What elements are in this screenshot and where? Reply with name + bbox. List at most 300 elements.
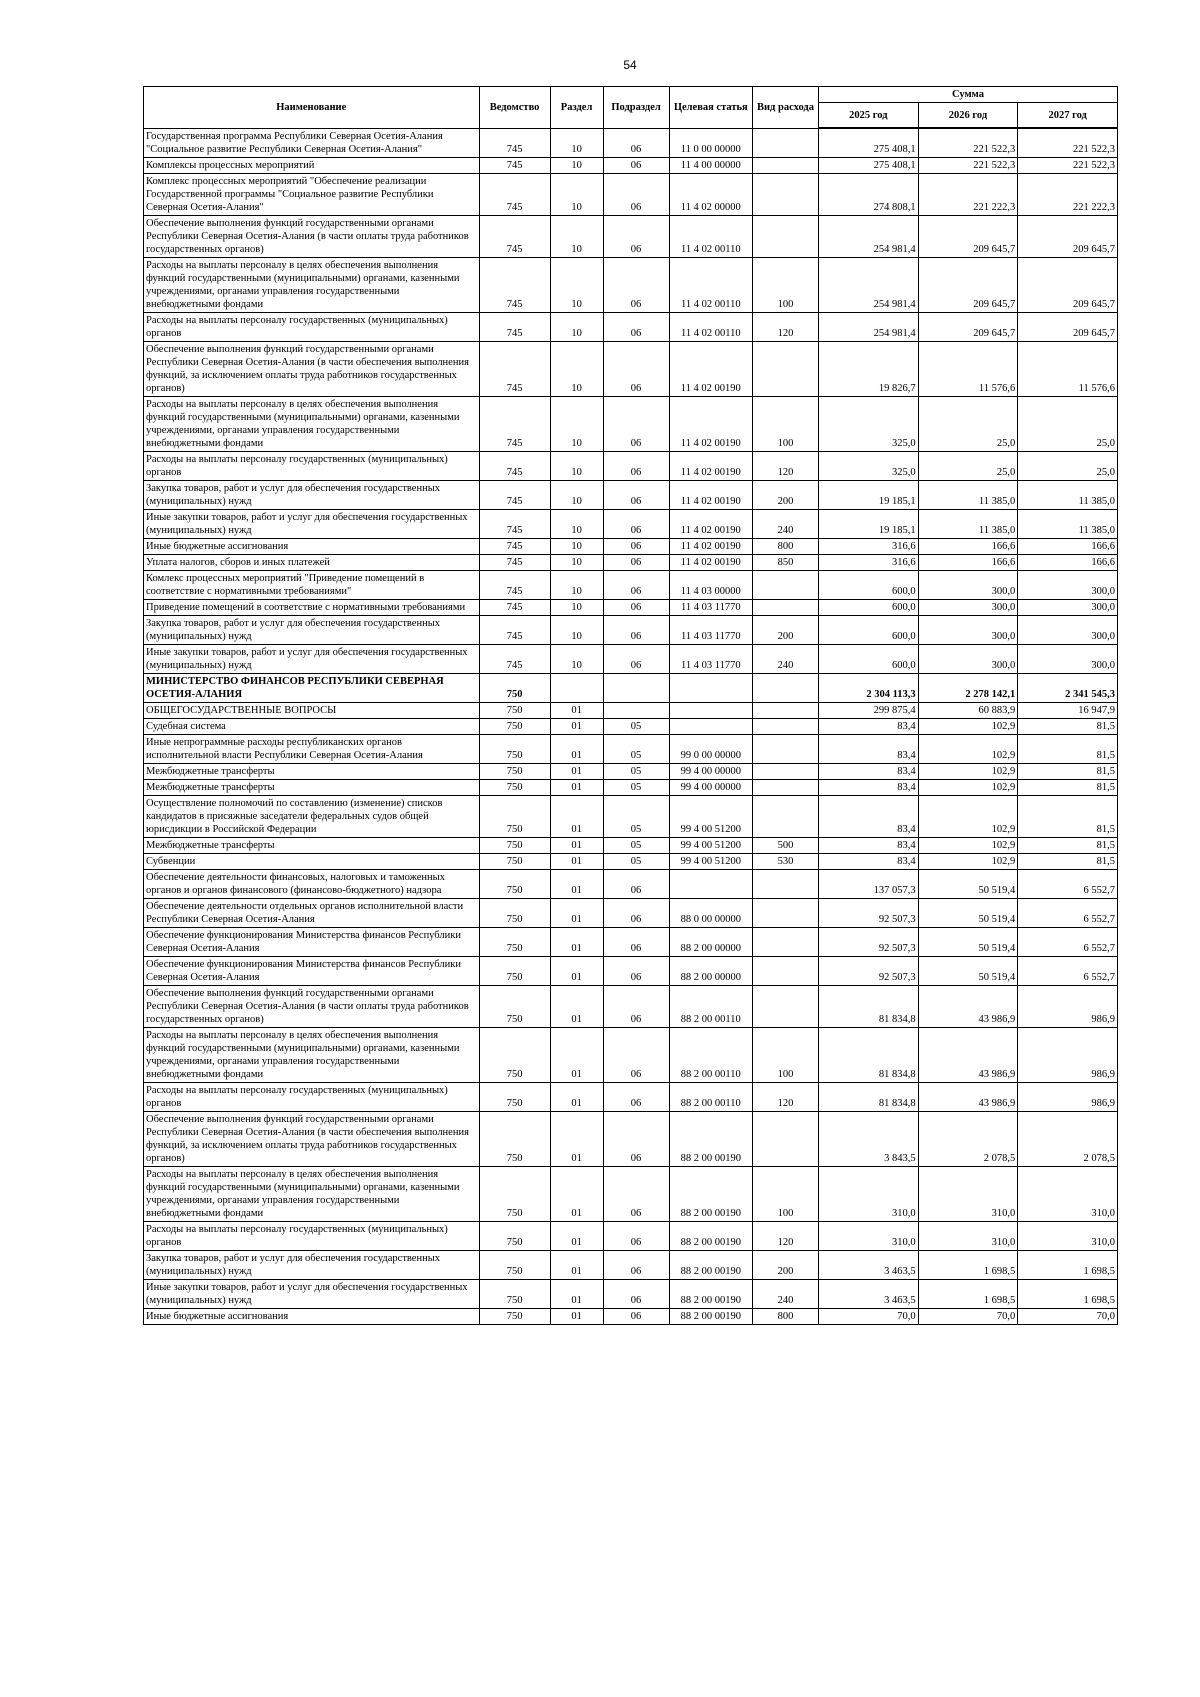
row-subsection: 06 <box>603 554 669 570</box>
row-dept: 750 <box>479 779 550 795</box>
row-name: Расходы на выплаты персоналу в целях обеспечения выполнения функций государственными (муниципальными) органами, казенными учреждениями, органами управления государственными внебюджетными фондами <box>144 1027 480 1082</box>
table-row <box>144 673 1118 702</box>
row-subsection: 05 <box>603 837 669 853</box>
table-row <box>144 157 1118 173</box>
row-name: Осуществление полномочий по составлению (изменение) списков кандидатов в присяжные заседатели федеральных судов общей юрисдикции в Российской Федерации <box>144 795 480 837</box>
table-row <box>144 795 1118 837</box>
row-expense-type: 100 <box>752 257 818 312</box>
header-2027: 2027 год <box>1018 103 1118 129</box>
table-row <box>144 898 1118 927</box>
row-target <box>669 718 752 734</box>
row-dept: 750 <box>479 956 550 985</box>
row-sum-2026: 11 385,0 <box>918 509 1018 538</box>
row-sum-2025: 310,0 <box>819 1166 919 1221</box>
row-sum-2025: 275 408,1 <box>819 157 919 173</box>
row-dept: 745 <box>479 451 550 480</box>
row-name: Иные бюджетные ассигнования <box>144 538 480 554</box>
row-sum-2026: 209 645,7 <box>918 257 1018 312</box>
row-subsection: 06 <box>603 570 669 599</box>
table-row <box>144 554 1118 570</box>
row-sum-2026: 102,9 <box>918 718 1018 734</box>
row-expense-type <box>752 215 818 257</box>
table-row <box>144 570 1118 599</box>
row-target: 11 4 03 00000 <box>669 570 752 599</box>
table-row <box>144 734 1118 763</box>
row-sum-2027: 81,5 <box>1018 734 1118 763</box>
row-sum-2026: 25,0 <box>918 396 1018 451</box>
row-sum-2025: 83,4 <box>819 779 919 795</box>
row-target: 11 4 02 00190 <box>669 538 752 554</box>
row-name: Расходы на выплаты персоналу в целях обеспечения выполнения функций государственными (муниципальными) органами, казенными учреждениями, органами управления государственными внебюджетными фондами <box>144 1166 480 1221</box>
row-subsection: 06 <box>603 898 669 927</box>
row-dept: 750 <box>479 1250 550 1279</box>
table-row <box>144 1166 1118 1221</box>
row-target: 88 0 00 00000 <box>669 898 752 927</box>
row-subsection <box>603 702 669 718</box>
row-sum-2027: 300,0 <box>1018 644 1118 673</box>
row-target: 11 4 02 00190 <box>669 451 752 480</box>
row-name: Субвенции <box>144 853 480 869</box>
row-section: 10 <box>550 173 603 215</box>
row-target: 88 2 00 00110 <box>669 985 752 1027</box>
row-target: 11 4 02 00000 <box>669 173 752 215</box>
row-dept: 750 <box>479 869 550 898</box>
row-target: 11 4 02 00190 <box>669 509 752 538</box>
row-dept: 750 <box>479 1111 550 1166</box>
row-sum-2025: 299 875,4 <box>819 702 919 718</box>
row-dept: 750 <box>479 853 550 869</box>
row-section: 10 <box>550 451 603 480</box>
row-section: 01 <box>550 869 603 898</box>
row-section: 10 <box>550 509 603 538</box>
row-expense-type <box>752 570 818 599</box>
row-section: 10 <box>550 215 603 257</box>
row-target: 99 0 00 00000 <box>669 734 752 763</box>
row-expense-type: 100 <box>752 1027 818 1082</box>
row-target: 88 2 00 00190 <box>669 1279 752 1308</box>
row-sum-2025: 19 185,1 <box>819 509 919 538</box>
row-expense-type <box>752 341 818 396</box>
row-section: 01 <box>550 1111 603 1166</box>
row-dept: 745 <box>479 538 550 554</box>
row-dept: 750 <box>479 1082 550 1111</box>
row-name: Расходы на выплаты персоналу в целях обеспечения выполнения функций государственными (муниципальными) органами, казенными учреждениями, органами управления государственными внебюджетными фондами <box>144 396 480 451</box>
row-dept: 745 <box>479 312 550 341</box>
row-sum-2027: 1 698,5 <box>1018 1279 1118 1308</box>
row-dept: 745 <box>479 257 550 312</box>
row-name: Судебная система <box>144 718 480 734</box>
table-row <box>144 869 1118 898</box>
row-subsection: 06 <box>603 956 669 985</box>
row-subsection: 06 <box>603 451 669 480</box>
row-name: Расходы на выплаты персоналу государственных (муниципальных) органов <box>144 451 480 480</box>
row-sum-2026: 310,0 <box>918 1166 1018 1221</box>
row-sum-2026: 43 986,9 <box>918 1027 1018 1082</box>
row-name: Иные закупки товаров, работ и услуг для обеспечения государственных (муниципальных) нужд <box>144 644 480 673</box>
header-subsection: Подраздел <box>603 87 669 129</box>
row-sum-2027: 16 947,9 <box>1018 702 1118 718</box>
row-expense-type <box>752 985 818 1027</box>
row-expense-type <box>752 869 818 898</box>
row-sum-2025: 3 463,5 <box>819 1250 919 1279</box>
table-row <box>144 1308 1118 1324</box>
row-sum-2025: 83,4 <box>819 837 919 853</box>
row-sum-2025: 316,6 <box>819 538 919 554</box>
row-sum-2026: 166,6 <box>918 538 1018 554</box>
row-name: Обеспечение деятельности отдельных органов исполнительной власти Республики Северная Осетия-Алания <box>144 898 480 927</box>
row-dept: 745 <box>479 509 550 538</box>
row-name: Иные закупки товаров, работ и услуг для обеспечения государственных (муниципальных) нужд <box>144 509 480 538</box>
row-sum-2025: 83,4 <box>819 718 919 734</box>
row-sum-2026: 102,9 <box>918 734 1018 763</box>
row-sum-2025: 83,4 <box>819 795 919 837</box>
row-sum-2025: 254 981,4 <box>819 312 919 341</box>
row-name: Расходы на выплаты персоналу в целях обеспечения выполнения функций государственными (муниципальными) органами, казенными учреждениями, органами управления государственными внебюджетными фондами <box>144 257 480 312</box>
row-sum-2026: 2 278 142,1 <box>918 673 1018 702</box>
row-expense-type: 500 <box>752 837 818 853</box>
row-sum-2027: 300,0 <box>1018 599 1118 615</box>
row-expense-type: 200 <box>752 480 818 509</box>
table-row <box>144 1111 1118 1166</box>
row-dept: 745 <box>479 599 550 615</box>
row-sum-2026: 25,0 <box>918 451 1018 480</box>
row-section: 01 <box>550 898 603 927</box>
row-name: Обеспечение деятельности финансовых, налоговых и таможенных органов и органов финансового (финансово-бюджетного) надзора <box>144 869 480 898</box>
row-sum-2025: 600,0 <box>819 615 919 644</box>
row-dept: 750 <box>479 898 550 927</box>
page-number: 54 <box>623 58 637 72</box>
row-target: 99 4 00 51200 <box>669 837 752 853</box>
row-sum-2025: 81 834,8 <box>819 1082 919 1111</box>
row-sum-2025: 19 185,1 <box>819 480 919 509</box>
row-sum-2027: 6 552,7 <box>1018 898 1118 927</box>
row-sum-2027: 986,9 <box>1018 985 1118 1027</box>
row-subsection: 06 <box>603 396 669 451</box>
row-sum-2027: 310,0 <box>1018 1166 1118 1221</box>
row-target: 88 2 00 00190 <box>669 1221 752 1250</box>
row-subsection: 06 <box>603 1082 669 1111</box>
row-subsection <box>603 673 669 702</box>
row-sum-2025: 92 507,3 <box>819 898 919 927</box>
row-dept: 750 <box>479 795 550 837</box>
row-expense-type <box>752 673 818 702</box>
row-expense-type <box>752 734 818 763</box>
row-target: 88 2 00 00190 <box>669 1250 752 1279</box>
row-sum-2027: 310,0 <box>1018 1221 1118 1250</box>
table-row <box>144 312 1118 341</box>
row-target: 88 2 00 00190 <box>669 1111 752 1166</box>
row-dept: 750 <box>479 1221 550 1250</box>
row-sum-2026: 1 698,5 <box>918 1250 1018 1279</box>
row-sum-2025: 2 304 113,3 <box>819 673 919 702</box>
budget-table <box>143 86 1118 1325</box>
row-section: 01 <box>550 927 603 956</box>
row-subsection: 06 <box>603 1308 669 1324</box>
row-sum-2026: 50 519,4 <box>918 927 1018 956</box>
row-name: Межбюджетные трансферты <box>144 837 480 853</box>
table-row <box>144 615 1118 644</box>
row-name: Обеспечение выполнения функций государственными органами Республики Северная Осетия-Алания (в части оплаты труда работников государственных органов) <box>144 215 480 257</box>
row-sum-2025: 81 834,8 <box>819 985 919 1027</box>
row-section: 01 <box>550 1250 603 1279</box>
row-name: Государственная программа Республики Северная Осетия-Алания "Социальное развитие Республики Северная Осетия-Алания" <box>144 128 480 157</box>
row-subsection: 06 <box>603 312 669 341</box>
row-expense-type: 120 <box>752 312 818 341</box>
row-sum-2025: 600,0 <box>819 644 919 673</box>
row-subsection: 05 <box>603 779 669 795</box>
table-row <box>144 985 1118 1027</box>
row-sum-2027: 209 645,7 <box>1018 312 1118 341</box>
row-sum-2026: 221 222,3 <box>918 173 1018 215</box>
row-expense-type <box>752 763 818 779</box>
row-target: 88 2 00 00110 <box>669 1082 752 1111</box>
row-sum-2026: 11 385,0 <box>918 480 1018 509</box>
row-sum-2026: 221 522,3 <box>918 157 1018 173</box>
row-sum-2025: 70,0 <box>819 1308 919 1324</box>
row-sum-2027: 166,6 <box>1018 554 1118 570</box>
row-sum-2027: 209 645,7 <box>1018 215 1118 257</box>
row-expense-type: 850 <box>752 554 818 570</box>
row-subsection: 06 <box>603 927 669 956</box>
row-sum-2027: 6 552,7 <box>1018 869 1118 898</box>
row-sum-2027: 81,5 <box>1018 853 1118 869</box>
row-subsection: 06 <box>603 1166 669 1221</box>
row-name: ОБЩЕГОСУДАРСТВЕННЫЕ ВОПРОСЫ <box>144 702 480 718</box>
row-dept: 745 <box>479 570 550 599</box>
row-sum-2025: 274 808,1 <box>819 173 919 215</box>
table-row <box>144 927 1118 956</box>
row-subsection: 06 <box>603 157 669 173</box>
row-sum-2025: 254 981,4 <box>819 257 919 312</box>
row-name: Комплексы процессных мероприятий <box>144 157 480 173</box>
row-expense-type: 240 <box>752 644 818 673</box>
row-section: 10 <box>550 644 603 673</box>
row-dept: 750 <box>479 734 550 763</box>
row-expense-type: 120 <box>752 451 818 480</box>
row-name: Иные бюджетные ассигнования <box>144 1308 480 1324</box>
row-expense-type: 240 <box>752 509 818 538</box>
row-name: Закупка товаров, работ и услуг для обеспечения государственных (муниципальных) нужд <box>144 480 480 509</box>
row-name: Расходы на выплаты персоналу государственных (муниципальных) органов <box>144 312 480 341</box>
row-sum-2026: 102,9 <box>918 837 1018 853</box>
row-dept: 745 <box>479 644 550 673</box>
table-row <box>144 396 1118 451</box>
row-target: 88 2 00 00110 <box>669 1027 752 1082</box>
row-dept: 745 <box>479 128 550 157</box>
row-target: 11 0 00 00000 <box>669 128 752 157</box>
row-sum-2027: 6 552,7 <box>1018 956 1118 985</box>
row-subsection: 06 <box>603 599 669 615</box>
row-name: Комплекс процессных мероприятий "Обеспечение реализации Государственной программы "Социальное развитие Республики Северная Осетия-Алания" <box>144 173 480 215</box>
row-sum-2027: 300,0 <box>1018 615 1118 644</box>
row-section: 10 <box>550 341 603 396</box>
row-name: Иные непрограммные расходы республиканских органов исполнительной власти Республики Северная Осетия-Алания <box>144 734 480 763</box>
header-target: Целевая статья <box>669 87 752 129</box>
row-sum-2027: 25,0 <box>1018 396 1118 451</box>
row-target: 11 4 02 00110 <box>669 257 752 312</box>
row-dept: 750 <box>479 763 550 779</box>
row-dept: 745 <box>479 480 550 509</box>
row-sum-2026: 50 519,4 <box>918 869 1018 898</box>
row-sum-2027: 209 645,7 <box>1018 257 1118 312</box>
row-sum-2027: 70,0 <box>1018 1308 1118 1324</box>
row-subsection: 06 <box>603 1250 669 1279</box>
row-name: Закупка товаров, работ и услуг для обеспечения государственных (муниципальных) нужд <box>144 1250 480 1279</box>
row-dept: 745 <box>479 157 550 173</box>
row-dept: 750 <box>479 1027 550 1082</box>
header-name: Наименование <box>144 87 480 129</box>
row-sum-2025: 137 057,3 <box>819 869 919 898</box>
row-sum-2027: 221 522,3 <box>1018 128 1118 157</box>
row-sum-2026: 310,0 <box>918 1221 1018 1250</box>
row-subsection: 06 <box>603 1111 669 1166</box>
row-section: 10 <box>550 157 603 173</box>
row-dept: 750 <box>479 927 550 956</box>
row-section: 01 <box>550 956 603 985</box>
row-subsection: 05 <box>603 734 669 763</box>
row-subsection: 06 <box>603 985 669 1027</box>
row-section: 01 <box>550 763 603 779</box>
row-sum-2026: 102,9 <box>918 763 1018 779</box>
row-section: 10 <box>550 554 603 570</box>
row-name: Межбюджетные трансферты <box>144 779 480 795</box>
table-row <box>144 1082 1118 1111</box>
row-target: 99 4 00 51200 <box>669 795 752 837</box>
row-sum-2025: 275 408,1 <box>819 128 919 157</box>
row-section: 01 <box>550 837 603 853</box>
row-sum-2026: 209 645,7 <box>918 215 1018 257</box>
row-sum-2025: 254 981,4 <box>819 215 919 257</box>
row-sum-2026: 11 576,6 <box>918 341 1018 396</box>
row-section <box>550 673 603 702</box>
row-dept: 745 <box>479 173 550 215</box>
header-2026: 2026 год <box>918 103 1018 129</box>
table-row <box>144 128 1118 157</box>
table-row <box>144 763 1118 779</box>
row-name: Закупка товаров, работ и услуг для обеспечения государственных (муниципальных) нужд <box>144 615 480 644</box>
row-subsection: 06 <box>603 538 669 554</box>
row-sum-2026: 43 986,9 <box>918 1082 1018 1111</box>
row-target: 11 4 03 11770 <box>669 644 752 673</box>
row-sum-2027: 986,9 <box>1018 1082 1118 1111</box>
row-sum-2027: 11 385,0 <box>1018 509 1118 538</box>
row-sum-2025: 325,0 <box>819 451 919 480</box>
row-name: Расходы на выплаты персоналу государственных (муниципальных) органов <box>144 1082 480 1111</box>
row-sum-2026: 300,0 <box>918 570 1018 599</box>
row-name: Иные закупки товаров, работ и услуг для обеспечения государственных (муниципальных) нужд <box>144 1279 480 1308</box>
row-target <box>669 869 752 898</box>
row-sum-2027: 81,5 <box>1018 795 1118 837</box>
row-expense-type: 200 <box>752 615 818 644</box>
row-name: Обеспечение функционирования Министерства финансов Республики Северная Осетия-Алания <box>144 927 480 956</box>
row-sum-2025: 92 507,3 <box>819 956 919 985</box>
row-sum-2026: 50 519,4 <box>918 898 1018 927</box>
row-section: 10 <box>550 570 603 599</box>
table-row <box>144 718 1118 734</box>
row-expense-type <box>752 795 818 837</box>
row-sum-2025: 310,0 <box>819 1221 919 1250</box>
row-expense-type <box>752 779 818 795</box>
row-subsection: 06 <box>603 1221 669 1250</box>
table-row <box>144 956 1118 985</box>
table-row <box>144 599 1118 615</box>
row-expense-type <box>752 128 818 157</box>
row-name: Расходы на выплаты персоналу государственных (муниципальных) органов <box>144 1221 480 1250</box>
row-section: 01 <box>550 1027 603 1082</box>
row-dept: 750 <box>479 837 550 853</box>
row-sum-2025: 600,0 <box>819 570 919 599</box>
row-sum-2027: 2 341 545,3 <box>1018 673 1118 702</box>
table-row <box>144 702 1118 718</box>
row-expense-type: 100 <box>752 1166 818 1221</box>
row-target: 88 2 00 00000 <box>669 956 752 985</box>
row-dept: 750 <box>479 1308 550 1324</box>
row-sum-2027: 81,5 <box>1018 837 1118 853</box>
row-subsection: 05 <box>603 853 669 869</box>
table-row <box>144 853 1118 869</box>
row-sum-2026: 2 078,5 <box>918 1111 1018 1166</box>
row-dept: 750 <box>479 718 550 734</box>
row-expense-type: 200 <box>752 1250 818 1279</box>
header-sum: Сумма <box>819 87 1118 103</box>
row-expense-type <box>752 157 818 173</box>
row-sum-2027: 221 522,3 <box>1018 157 1118 173</box>
table-row <box>144 1221 1118 1250</box>
row-sum-2027: 81,5 <box>1018 718 1118 734</box>
row-section: 01 <box>550 985 603 1027</box>
row-section: 01 <box>550 702 603 718</box>
row-target: 99 4 00 51200 <box>669 853 752 869</box>
row-dept: 745 <box>479 396 550 451</box>
header-dept: Ведомство <box>479 87 550 129</box>
row-expense-type: 100 <box>752 396 818 451</box>
row-dept: 745 <box>479 341 550 396</box>
row-expense-type: 530 <box>752 853 818 869</box>
row-expense-type <box>752 898 818 927</box>
table-row <box>144 779 1118 795</box>
row-section: 01 <box>550 1082 603 1111</box>
row-subsection: 06 <box>603 644 669 673</box>
row-section: 01 <box>550 1308 603 1324</box>
header-expense-type: Вид расхода <box>752 87 818 129</box>
table-row <box>144 837 1118 853</box>
row-sum-2026: 166,6 <box>918 554 1018 570</box>
row-target: 11 4 02 00190 <box>669 341 752 396</box>
row-target: 88 2 00 00190 <box>669 1308 752 1324</box>
row-expense-type <box>752 718 818 734</box>
table-row <box>144 509 1118 538</box>
row-sum-2027: 1 698,5 <box>1018 1250 1118 1279</box>
row-sum-2027: 166,6 <box>1018 538 1118 554</box>
table-row <box>144 341 1118 396</box>
row-sum-2025: 3 463,5 <box>819 1279 919 1308</box>
row-name: Уплата налогов, сборов и иных платежей <box>144 554 480 570</box>
row-name: Обеспечение выполнения функций государственными органами Республики Северная Осетия-Алания (в части обеспечения выполнения функций, за исключением оплаты труда работников государственных органов) <box>144 341 480 396</box>
row-sum-2025: 19 826,7 <box>819 341 919 396</box>
row-sum-2026: 102,9 <box>918 795 1018 837</box>
table-row <box>144 451 1118 480</box>
table-body <box>144 128 1118 1324</box>
row-subsection: 05 <box>603 718 669 734</box>
row-target <box>669 673 752 702</box>
row-sum-2025: 83,4 <box>819 853 919 869</box>
row-expense-type <box>752 1111 818 1166</box>
table-row <box>144 1250 1118 1279</box>
row-section: 01 <box>550 718 603 734</box>
row-dept: 745 <box>479 215 550 257</box>
row-sum-2026: 60 883,9 <box>918 702 1018 718</box>
row-section: 01 <box>550 853 603 869</box>
